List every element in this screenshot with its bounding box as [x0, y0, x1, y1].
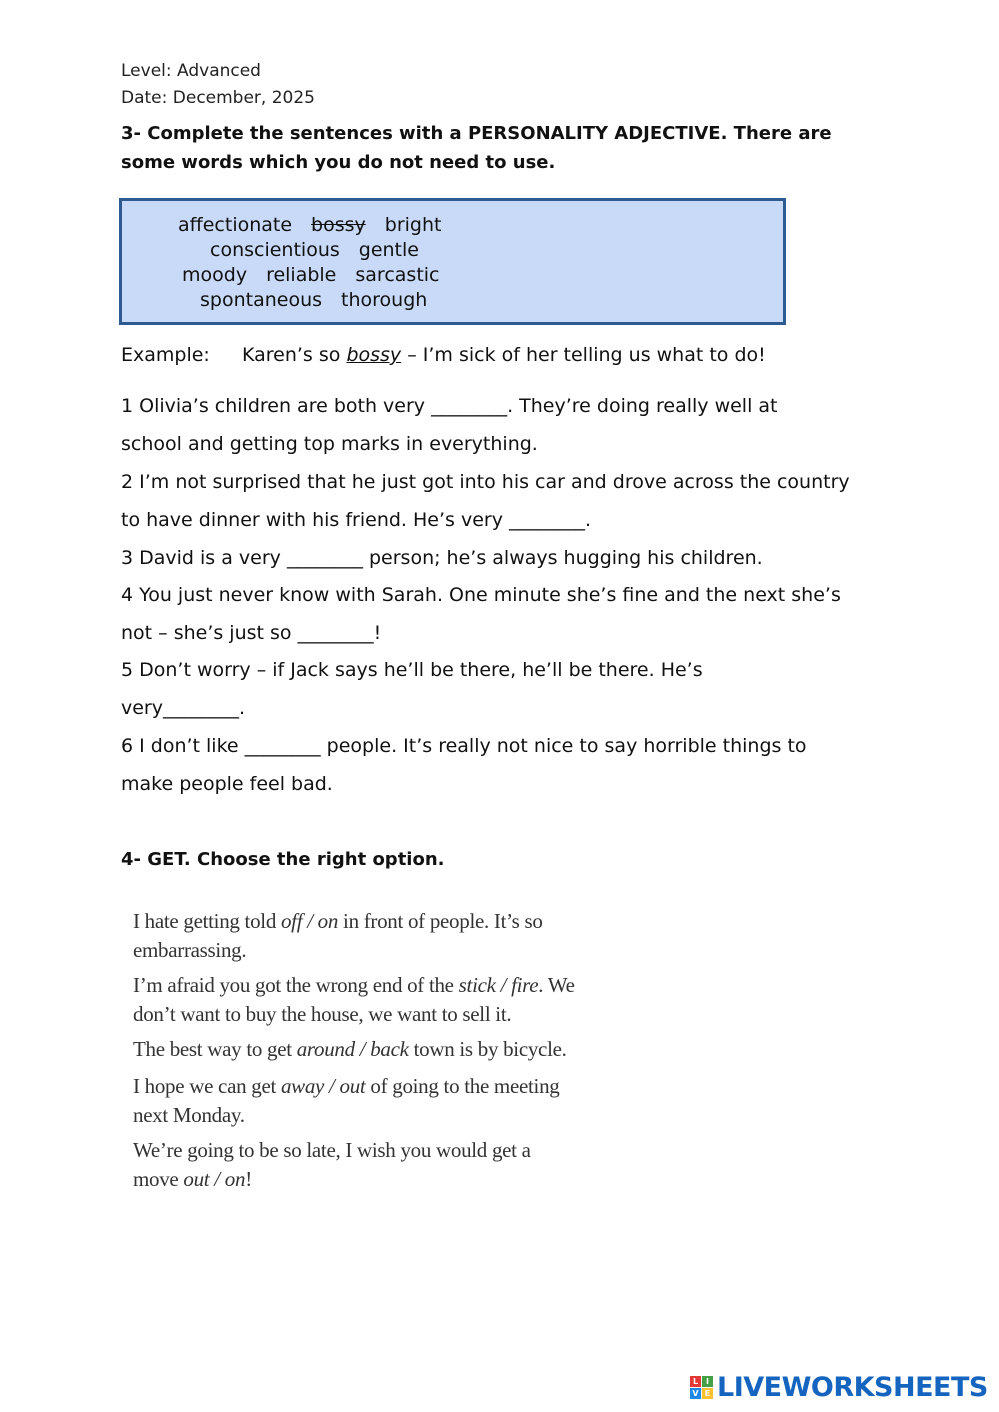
example-before: Karen’s so — [242, 344, 347, 366]
word-conscientious: conscientious — [210, 239, 340, 261]
exercise-line: very________. — [121, 697, 246, 719]
exercise-line: 2 I’m not surprised that he just got into his car and drove across the country — [121, 471, 850, 493]
example-label: Example: — [121, 344, 210, 366]
liveworksheets-logo — [690, 1372, 988, 1402]
word-bright: bright — [384, 214, 442, 236]
exercise-line: make people feel bad. — [121, 773, 333, 795]
get-sentence: I’m afraid you got the wrong end of the stick / fire. We — [133, 973, 575, 997]
get-sentence: I hate getting told off / on in front of people. It’s so — [133, 909, 543, 933]
exercise-line: 3 David is a very ________ person; he’s always hugging his children. — [121, 547, 763, 569]
get-sentence: We’re going to be so late, I wish you would get a — [133, 1138, 531, 1162]
get-sentence: move out / on! — [133, 1167, 252, 1191]
word-bank-row-4 — [200, 289, 427, 311]
get-sentence: I hope we can get away / out of going to the meeting — [133, 1074, 560, 1098]
word-bossy-struck: bossy — [311, 214, 366, 236]
exercise-line: to have dinner with his friend. He’s very ________. — [121, 509, 592, 531]
word-bank-box — [119, 198, 786, 325]
word-bank-row-3 — [182, 264, 440, 286]
word-sarcastic: sarcastic — [355, 264, 440, 286]
level-label: Level: Advanced — [121, 61, 261, 81]
get-sentence: The best way to get around / back town is by bicycle. — [133, 1037, 567, 1061]
section3-instructions-line1: 3- Complete the sentences with a PERSONALITY ADJECTIVE. There are — [121, 123, 832, 144]
exercise-line: 4 You just never know with Sarah. One minute she’s fine and the next she’s — [121, 584, 841, 606]
liveworksheets-mark-icon: L I V E — [690, 1376, 713, 1399]
date-label: Date: December, 2025 — [121, 88, 315, 108]
example-word: bossy — [346, 344, 402, 366]
word-thorough: thorough — [341, 289, 428, 311]
get-sentence: embarrassing. — [133, 938, 247, 962]
example-after: – I’m sick of her telling us what to do! — [401, 344, 766, 366]
get-sentence: don’t want to buy the house, we want to sell it. — [133, 1002, 512, 1026]
exercise-line: 6 I don’t like ________ people. It’s really not nice to say horrible things to — [121, 735, 807, 757]
exercise-line: 5 Don’t worry – if Jack says he’ll be there, he’ll be there. He’s — [121, 659, 703, 681]
liveworksheets-wordmark: LIVEWORKSHEETS — [717, 1371, 988, 1403]
section3-instructions-line2: some words which you do not need to use. — [121, 152, 556, 173]
word-bank-row-1 — [178, 214, 441, 236]
word-affectionate: affectionate — [178, 214, 293, 236]
word-moody: moody — [182, 264, 248, 286]
get-sentence: next Monday. — [133, 1103, 245, 1127]
word-gentle: gentle — [358, 239, 419, 261]
word-reliable: reliable — [266, 264, 337, 286]
exercise-line: 1 Olivia’s children are both very ________. They’re doing really well at — [121, 395, 778, 417]
section4-heading: 4- GET. Choose the right option. — [121, 849, 445, 870]
exercise-line: not – she’s just so ________! — [121, 622, 382, 644]
section3-instructions — [121, 119, 881, 177]
word-bank-row-2 — [210, 239, 419, 261]
exercise-line: school and getting top marks in everything. — [121, 433, 538, 455]
word-spontaneous: spontaneous — [200, 289, 323, 311]
example-sentence — [121, 344, 766, 366]
